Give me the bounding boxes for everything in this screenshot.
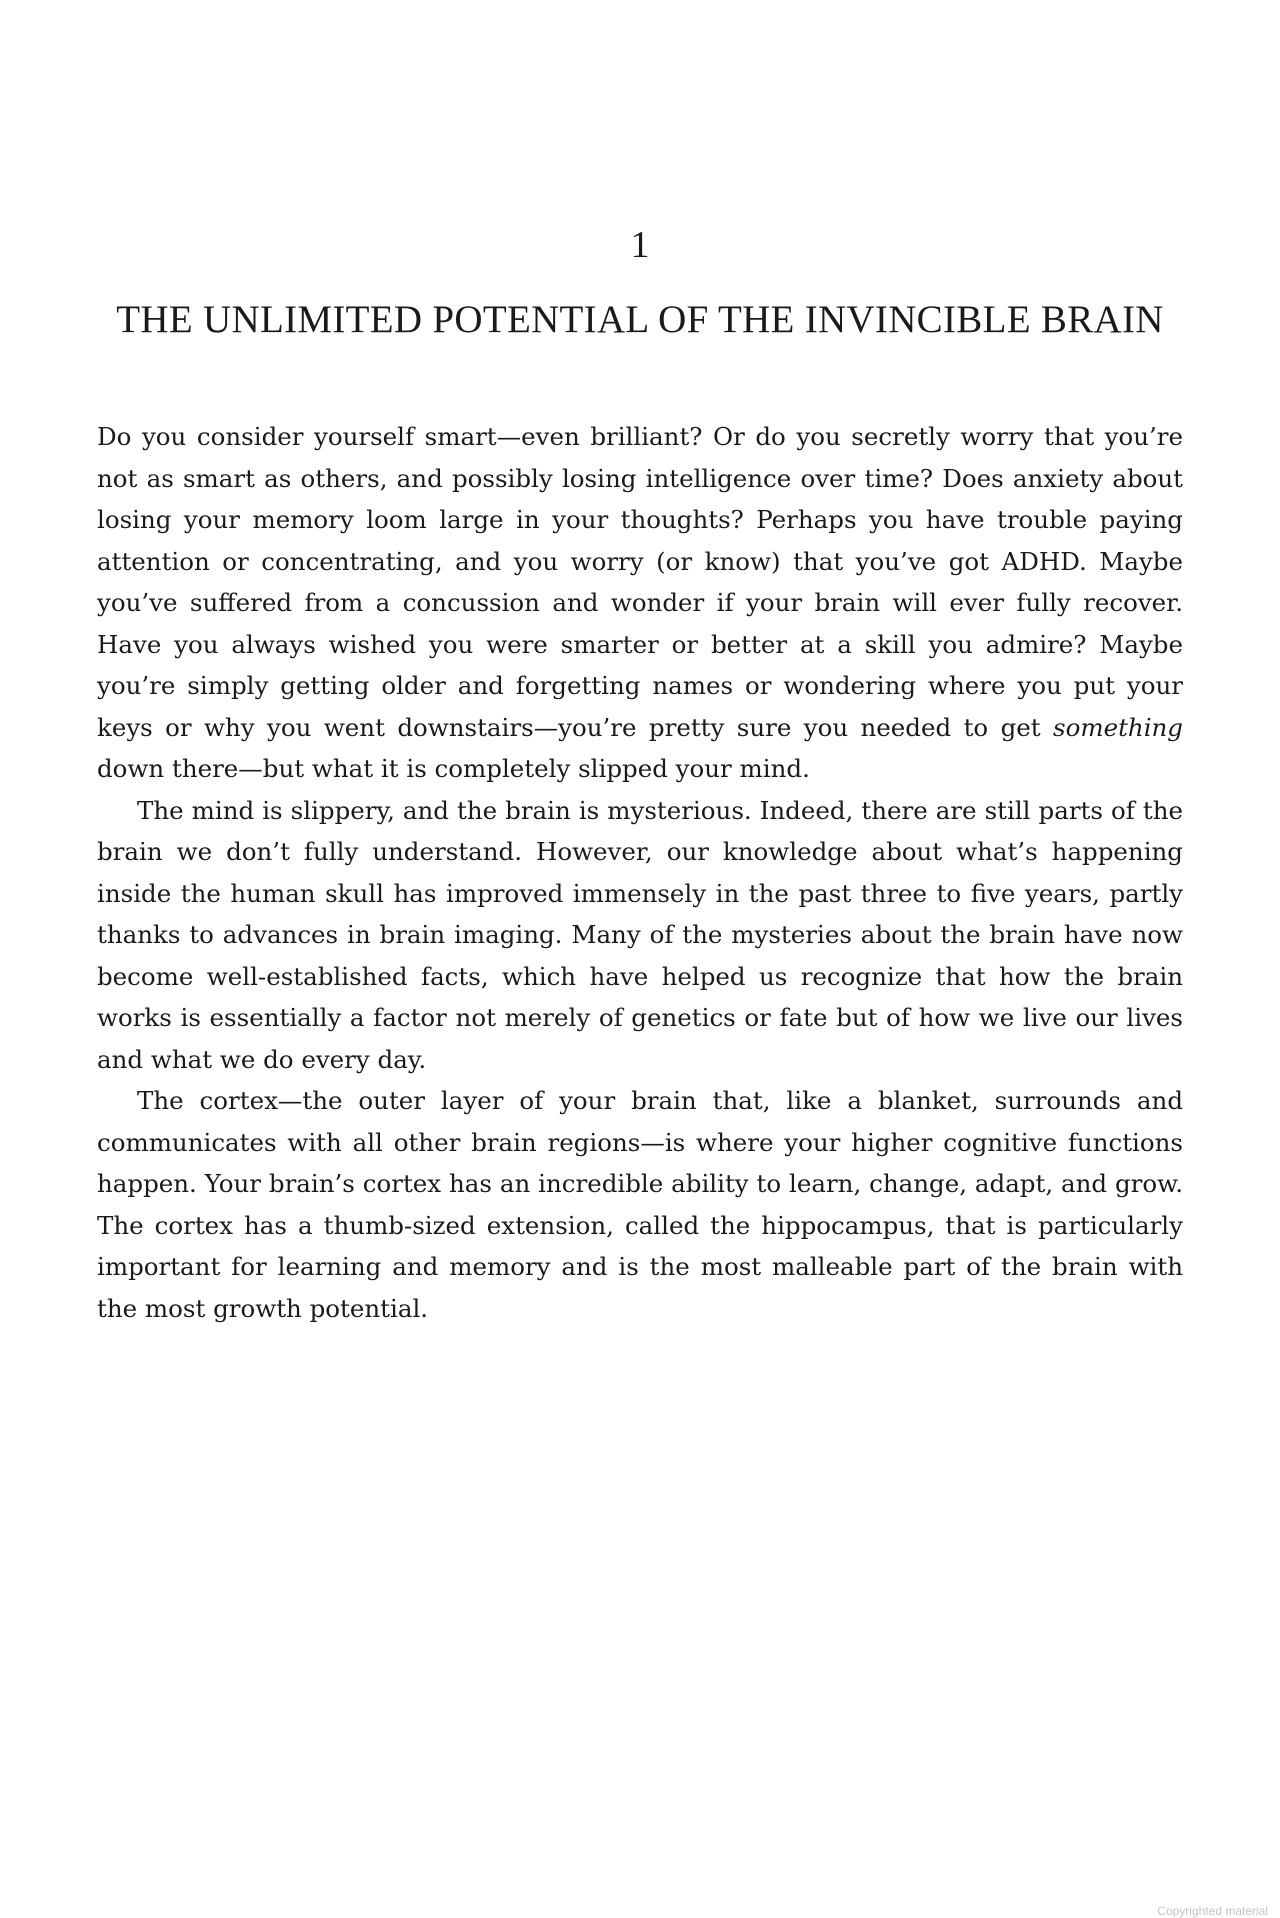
chapter-body: [97, 416, 1183, 1329]
chapter-title: THE UNLIMITED POTENTIAL OF THE INVINCIBLE BRAIN: [116, 298, 1164, 341]
copyright-notice: Copyrighted material: [1157, 1904, 1268, 1918]
chapter-number: 1: [630, 224, 650, 266]
paragraph-1-emphasis: something: [1053, 712, 1183, 742]
paragraph-1-text-start: Do you consider yourself smart—even brilliant? Or do you secretly worry that you’re not as smart as others, and possibly losing intelligence over time? Does anxiety about losing your memory loom large in your thoughts? Perhaps you have trouble paying attention or concentrating, and you worry (or know) that you’ve got ADHD. Maybe you’ve suffered from a concussion and wonder if your brain will ever fully recover. Have you always wished you were smarter or better at a skill you admire? Maybe you’re simply getting older and forgetting names or wondering where you put your keys or why you went downstairs—you’re pretty sure you needed to get: [97, 422, 1183, 742]
paragraph-1: [97, 416, 1183, 790]
paragraph-3: The cortex—the outer layer of your brain that, like a blanket, surrounds and communicates with all other brain regions—is where your higher cognitive functions happen. Your brain’s cortex has an incredible ability to learn, change, adapt, and grow. The cortex has a thumb-sized extension, called the hippocampus, that is particularly important for learning and memory and is the most malleable part of the brain with the most growth potential.: [97, 1086, 1183, 1323]
paragraph-1-text-end: down there—but what it is completely slipped your mind.: [97, 754, 810, 783]
paragraph-2: The mind is slippery, and the brain is mysterious. Indeed, there are still parts of the brain we don’t fully understand. However, our knowledge about what’s happening inside the human skull has improved immensely in the past three to five years, partly thanks to advances in brain imaging. Many of the mysteries about the brain have now become well-established facts, which have helped us recognize that how the brain works is essentially a factor not merely of genetics or fate but of how we live our lives and what we do every day.: [97, 795, 1183, 1074]
